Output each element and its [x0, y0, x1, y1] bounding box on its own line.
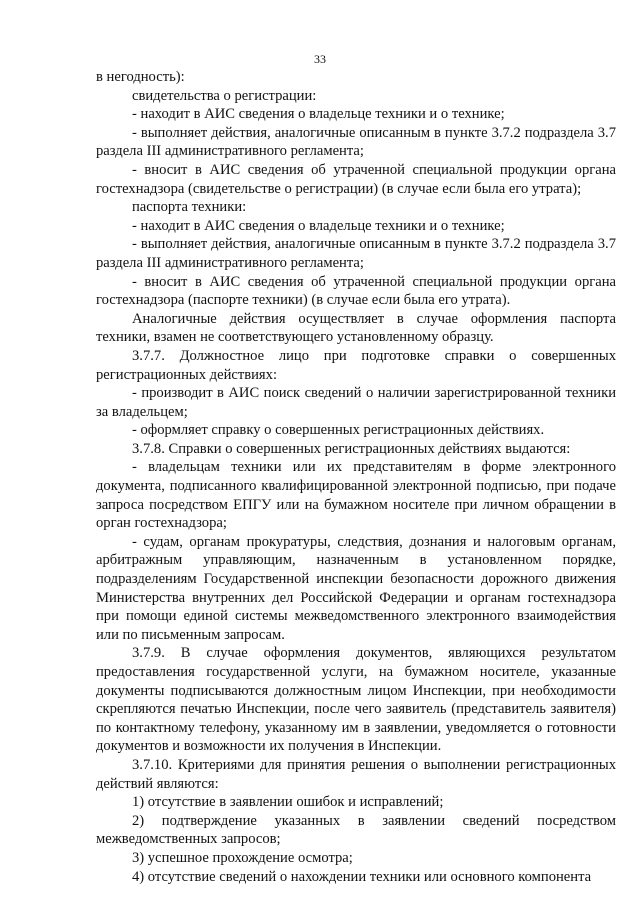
paragraph: - находит в АИС сведения о владельце техники и о технике; — [132, 106, 505, 123]
paragraph: 2) подтверждение указанных в заявлении сведений посредством межведомственных запросов; — [96, 812, 616, 848]
paragraph: 4) отсутствие сведений о нахождении техники или основного компонента — [132, 868, 592, 885]
paragraph: - оформляет справку о совершенных регистрационных действиях. — [132, 422, 545, 439]
paragraph: в негодность): — [96, 69, 185, 85]
paragraph: - владельцам техники или их представителям в форме электронного документа, подписанного квалифицированной электронной подписью, при подаче запроса посредством ЕПГУ или на бумажном носителе при личном обращении в орган гостехнадзора; — [96, 459, 616, 532]
paragraph: - производит в АИС поиск сведений о наличии зарегистрированной техники за владельцем; — [96, 385, 616, 420]
paragraph: 3.7.7. Должностное лицо при подготовке справки о совершенных регистрационных действиях: — [96, 347, 616, 383]
paragraph: Аналогичные действия осуществляет в случае оформления паспорта техники, взамен не соответствующего установленному образцу. — [96, 310, 616, 346]
paragraph: - вносит в АИС сведения об утраченной специальной продукции органа гостехнадзора (свидетельстве о регистрации) (в случае если была его утрата); — [96, 161, 616, 197]
paragraph: 3.7.8. Справки о совершенных регистрационных действиях выдаются: — [132, 440, 571, 457]
paragraph: свидетельства о регистрации: — [132, 87, 317, 104]
document-body — [96, 68, 616, 886]
paragraph: 3) успешное прохождение осмотра; — [132, 849, 353, 866]
paragraph: 3.7.10. Критериями для принятия решения о выполнении регистрационных действий являются: — [96, 756, 616, 792]
paragraph: - судам, органам прокуратуры, следствия, дознания и налоговым органам, арбитражным управляющим, назначенным в установленном порядке, подразделениям Государственной инспекции безопасности дорожного движения Министерства внутренних дел Российской Федерации и органам гостехнадзора при помощи единой системы межведомственного электронного взаимодействия или по письменным запросам. — [96, 533, 616, 643]
paragraph: - выполняет действия, аналогичные описанным в пункте 3.7.2 подраздела 3.7 раздела III административного регламента; — [96, 124, 616, 160]
paragraph: - находит в АИС сведения о владельце техники и о технике; — [132, 217, 505, 234]
page-number: 33 — [314, 52, 326, 66]
paragraph: - выполняет действия, аналогичные описанным в пункте 3.7.2 подраздела 3.7 раздела III административного регламента; — [96, 236, 616, 271]
paragraph: 1) отсутствие в заявлении ошибок и исправлений; — [132, 794, 444, 811]
paragraph: паспорта техники: — [132, 199, 247, 216]
paragraph: 3.7.9. В случае оформления документов, являющихся результатом предоставления государственной услуги, на бумажном носителе, указанные документы подписываются должностным лицом Инспекции, при необходимости скрепляются печатью Инспекции, после чего заявитель (представитель заявителя) по контактному телефону, указанному им в заявлении, уведомляется о готовности документов и возможности их получения в Инспекции. — [96, 645, 616, 755]
paragraph: - вносит в АИС сведения об утраченной специальной продукции органа гостехнадзора (паспорте техники) (в случае если была его утрата). — [96, 273, 616, 309]
